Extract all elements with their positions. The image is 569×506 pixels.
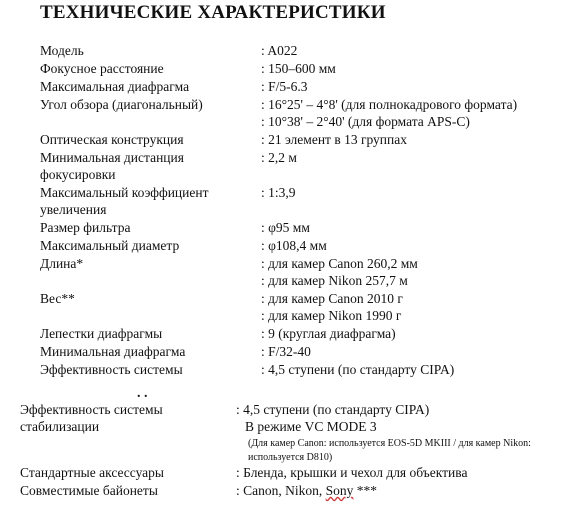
spec-label-angle: Угол обзора (диагональный) <box>40 97 203 112</box>
spec-value-length-nikon: : для камер Nikon 257,7 м <box>261 273 408 288</box>
spec-value-diameter: : φ108,4 мм <box>261 238 327 253</box>
spec-label-min-aperture: Минимальная диафрагма <box>40 344 186 359</box>
spec-value-system-eff: : 4,5 ступени (по стандарту CIPA) <box>261 362 455 377</box>
spec-label-magnification-cont: увеличения <box>40 202 107 217</box>
accessories-label: Стандартные аксессуары <box>20 465 164 480</box>
stab-label-cont: стабилизации <box>20 419 100 434</box>
stab-value: : 4,5 ступени (по стандарту CIPA) <box>236 402 430 417</box>
spec-label-blades: Лепестки диафрагмы <box>40 326 163 341</box>
spec-label-focal: Фокусное расстояние <box>40 61 164 76</box>
spec-label-optics: Оптическая конструкция <box>40 132 184 147</box>
spec-value-model: : A022 <box>261 43 298 58</box>
spec-label-diameter: Максимальный диаметр <box>40 238 180 253</box>
mounts-value-prefix: : Canon, Nikon, <box>236 483 326 498</box>
spec-label-min-focus-cont: фокусировки <box>40 167 116 182</box>
spec-value-blades: : 9 (круглая диафрагма) <box>261 326 396 341</box>
spec-label-system-eff: Эффективность системы <box>40 362 183 377</box>
spec-label-filter: Размер фильтра <box>40 220 131 235</box>
spec-value-angle-apsc: : 10°38' – 2°40' (для формата APS-C) <box>261 114 470 129</box>
spec-value-weight-nikon: : для камер Nikon 1990 г <box>261 308 402 323</box>
spec-label-max-aperture: Максимальная диафрагма <box>40 79 190 94</box>
spec-value-angle-full: : 16°25' – 4°8' (для полнокадрового формата) <box>261 97 518 112</box>
page-title: ТЕХНИЧЕСКИЕ ХАРАКТЕРИСТИКИ <box>40 2 386 23</box>
ellipsis-marks: . . <box>137 386 148 401</box>
mounts-label: Совместимые байонеты <box>20 483 158 498</box>
spec-label-min-focus: Минимальная дистанция <box>40 150 184 165</box>
spec-label-model: Модель <box>40 43 84 58</box>
spec-value-max-aperture: : F/5-6.3 <box>261 79 308 94</box>
spec-value-min-focus: : 2,2 м <box>261 150 297 165</box>
spec-value-min-aperture: : F/32-40 <box>261 344 311 359</box>
spec-value-focal: : 150–600 мм <box>261 61 336 76</box>
spec-value-magnification: : 1:3,9 <box>261 185 296 200</box>
stab-mode: В режиме VC MODE 3 <box>245 419 377 434</box>
stab-label: Эффективность системы <box>20 402 163 417</box>
spec-label-magnification: Максимальный коэффициент <box>40 185 209 200</box>
accessories-value: : Бленда, крышки и чехол для объектива <box>236 465 468 480</box>
spec-value-length-canon: : для камер Canon 260,2 мм <box>261 256 418 271</box>
spec-label-length: Длина* <box>40 256 84 271</box>
spec-value-weight-canon: : для камер Canon 2010 г <box>261 291 403 306</box>
stab-note-line1: (Для камер Canon: используется EOS-5D MKIII / для камер Nikon: <box>248 438 531 449</box>
stab-note-line2: используется D810) <box>248 452 333 463</box>
spec-value-filter: : φ95 мм <box>261 220 310 235</box>
mounts-value-suffix: *** <box>353 483 378 498</box>
mounts-value-sony: Sony <box>325 483 354 498</box>
spec-value-optics: : 21 элемент в 13 группах <box>261 132 407 147</box>
mounts-value <box>236 482 377 499</box>
spec-label-weight: Вес** <box>40 291 75 306</box>
